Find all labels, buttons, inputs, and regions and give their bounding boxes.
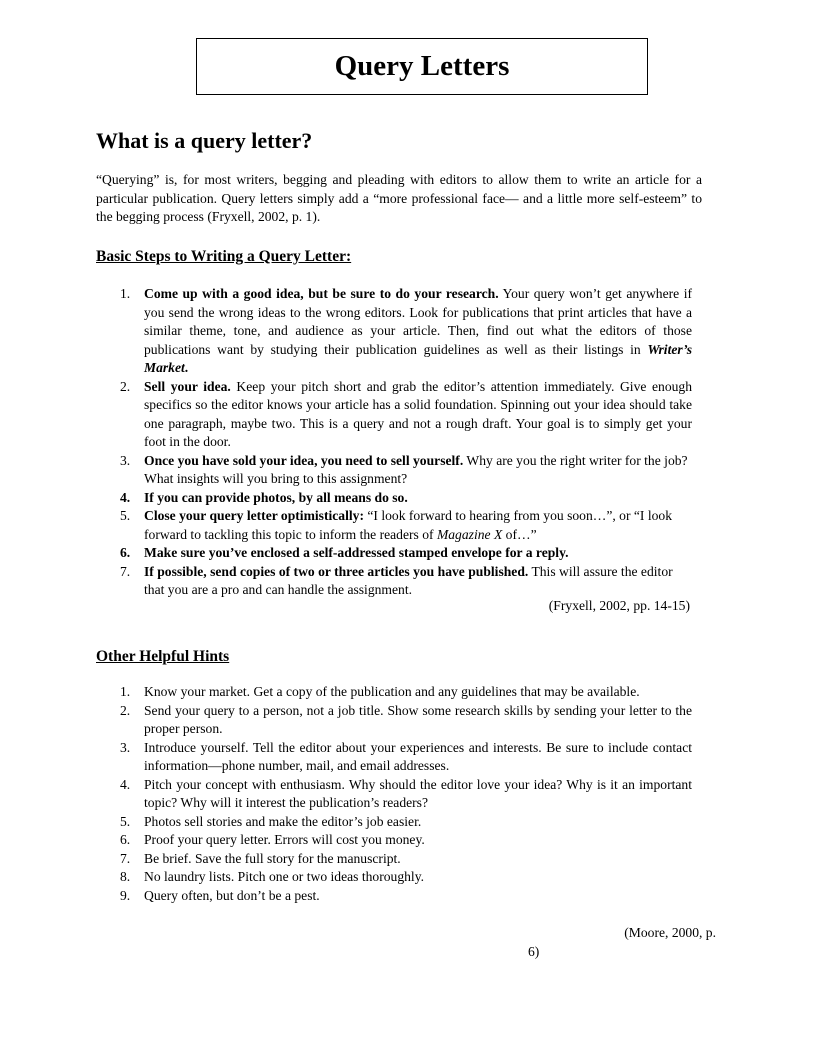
list-item: 4. Pitch your concept with enthusiasm. Why should the editor love your idea? Why is it an important topic? Why will it interest the publication’s readers? — [120, 776, 692, 810]
list-item: 1. Come up with a good idea, but be sure to do your research. Your query won’t get anywhere if you send the wrong ideas to the wrong editors. Look for publications that print articles that have a similar theme, tone, and audience as your article. Then, find out what the editors of those publications want by studying their publication guidelines as well as their listings in Writer’s Market. — [120, 286, 692, 375]
list-item: 4. If you can provide photos, by all means do so. — [120, 489, 408, 505]
citation-fryxell: (Fryxell, 2002, pp. 14-15) — [548, 598, 690, 613]
list-item: 5. Photos sell stories and make the editor’s job easier. — [120, 813, 422, 829]
list-item: 2. Send your query to a person, not a job title. Show some research skills by sending your letter to the proper person. — [120, 702, 692, 736]
list-item: 8. No laundry lists. Pitch one or two ideas thoroughly. — [120, 869, 425, 884]
list-item: 2. Sell your idea. Keep your pitch short and grab the editor’s attention immediately. Give enough specifics so the editor knows your article has a solid foundation. Spinning out your idea should take one paragraph, maybe two. This is a query and not a rough draft. Your goal is to simply get your foot in the door. — [120, 378, 693, 449]
intro-paragraph: “Querying” is, for most writers, begging and pleading with editors to allow them to write an article for a particular publication. Query letters simply add a “more professional face— and a little more self-esteem” to the begging process (Fryxell, 2002, p. 1). — [96, 172, 702, 224]
section-heading: What is a query letter? — [96, 128, 313, 153]
basic-steps-list — [96, 285, 716, 600]
title-box — [196, 38, 648, 95]
basic-steps-heading: Basic Steps to Writing a Query Letter: — [96, 248, 352, 265]
list-item: 6. Make sure you’ve enclosed a self-addressed stamped envelope for a reply. — [120, 545, 569, 560]
list-item: 7. If possible, send copies of two or three articles you have published. This will assure the editor that you are a pro and can handle the assignment. — [120, 563, 673, 597]
list-item: 7. Be brief. Save the full story for the manuscript. — [120, 850, 401, 866]
list-item: 3. Once you have sold your idea, you need to sell yourself. Why are you the right writer for the job? What insights will you bring to this assignment? — [120, 452, 688, 486]
list-item: 3. Introduce yourself. Tell the editor about your experiences and interests. Be sure to include contact information—phone number, mail, and email addresses. — [120, 739, 692, 773]
list-item: 5. Close your query letter optimistically: “I look forward to hearing from you soon…”, or “I look forward to tackling this topic to inform the readers of Magazine X of…” — [120, 508, 673, 542]
page-title: Query Letters — [334, 50, 510, 82]
list-item: 1. Know your market. Get a copy of the publication and any guidelines that may be available. — [120, 684, 640, 699]
list-item: 9. Query often, but don’t be a pest. — [120, 887, 320, 903]
hints-list — [96, 683, 716, 905]
hints-heading: Other Helpful Hints — [96, 648, 230, 665]
list-item: 6. Proof your query letter. Errors will cost you money. — [120, 832, 425, 847]
citation-moore: (Moore, 2000, p. 6) — [528, 925, 716, 959]
